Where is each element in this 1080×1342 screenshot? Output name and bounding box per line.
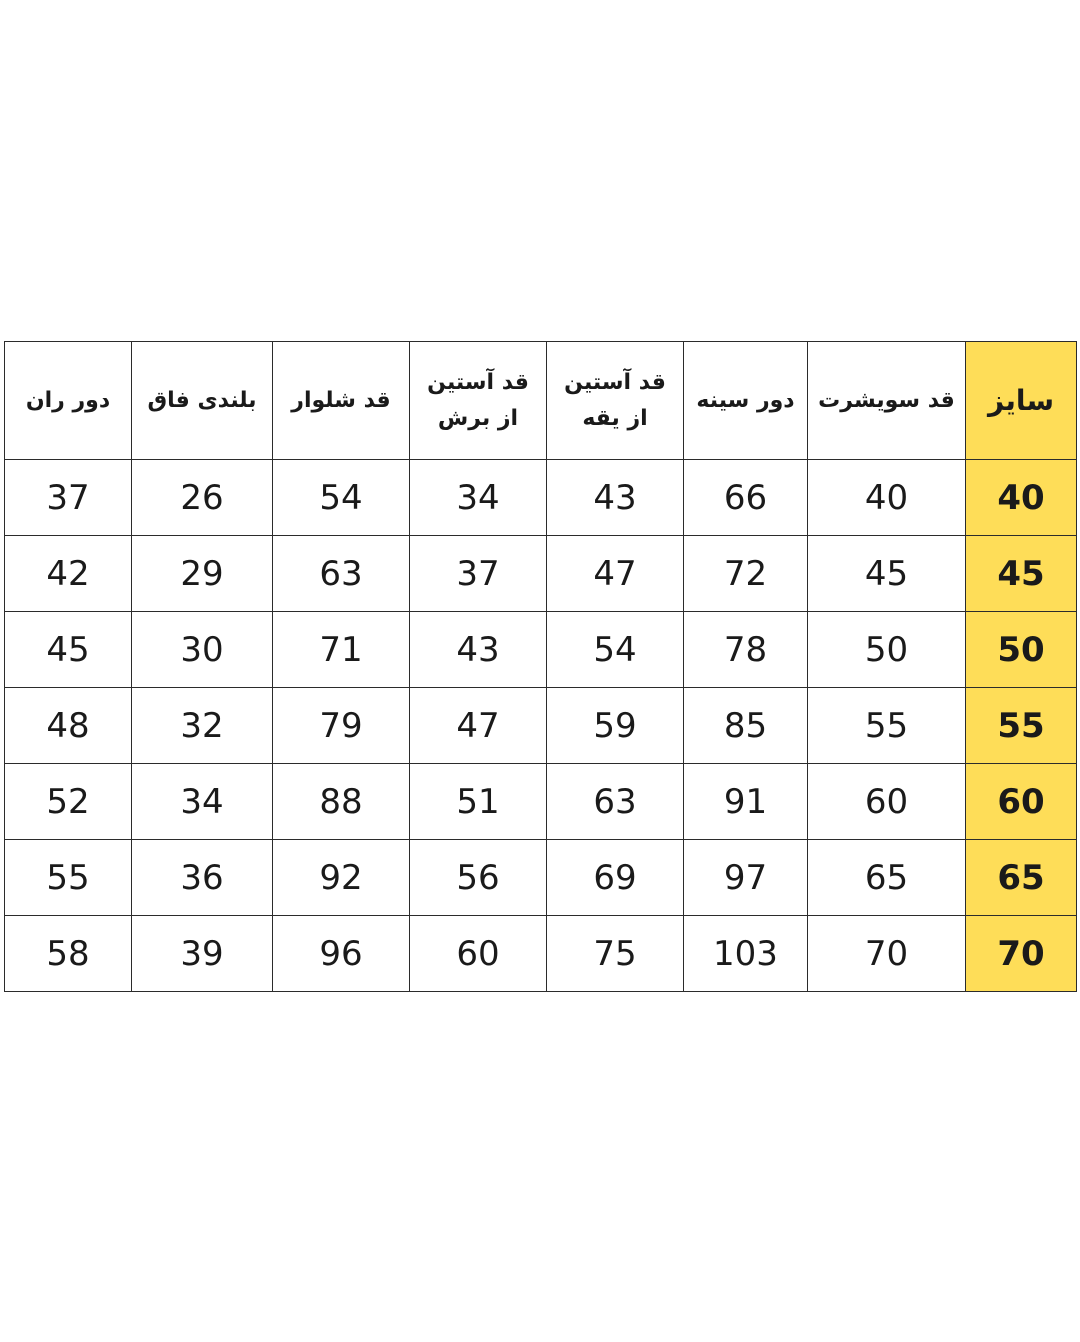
table-row — [5, 916, 1077, 992]
cell-thigh: 52 — [5, 764, 132, 840]
table-row — [5, 688, 1077, 764]
cell-thigh: 55 — [5, 840, 132, 916]
cell-sweatshirt: 40 — [808, 460, 966, 536]
cell-size: 40 — [966, 460, 1077, 536]
cell-size: 50 — [966, 612, 1077, 688]
header-sleeve-from-collar-line1: قد آستین — [564, 369, 666, 395]
cell-sweatshirt: 55 — [808, 688, 966, 764]
cell-pants: 79 — [273, 688, 410, 764]
cell-sweatshirt: 60 — [808, 764, 966, 840]
header-size: سایز — [966, 342, 1077, 460]
cell-sleeve-collar: 54 — [547, 612, 684, 688]
cell-size: 60 — [966, 764, 1077, 840]
cell-sweatshirt: 45 — [808, 536, 966, 612]
cell-pants: 71 — [273, 612, 410, 688]
cell-size: 65 — [966, 840, 1077, 916]
cell-size: 55 — [966, 688, 1077, 764]
header-chest: دور سینه — [684, 342, 808, 460]
cell-sleeve-cut: 34 — [410, 460, 547, 536]
header-sweatshirt-length: قد سویشرت — [808, 342, 966, 460]
cell-sleeve-collar: 75 — [547, 916, 684, 992]
header-pants-length: قد شلوار — [273, 342, 410, 460]
cell-sleeve-cut: 37 — [410, 536, 547, 612]
cell-chest: 91 — [684, 764, 808, 840]
cell-sleeve-collar: 69 — [547, 840, 684, 916]
cell-pants: 54 — [273, 460, 410, 536]
cell-sleeve-cut: 60 — [410, 916, 547, 992]
header-sleeve-from-cut-line1: قد آستین — [427, 369, 529, 395]
table-row — [5, 536, 1077, 612]
cell-pants: 63 — [273, 536, 410, 612]
cell-sleeve-collar: 47 — [547, 536, 684, 612]
header-sleeve-from-cut — [410, 342, 547, 460]
cell-size: 70 — [966, 916, 1077, 992]
cell-crotch: 32 — [132, 688, 273, 764]
cell-crotch: 29 — [132, 536, 273, 612]
header-sleeve-from-collar-line2: از یقه — [582, 405, 648, 431]
cell-chest: 72 — [684, 536, 808, 612]
cell-thigh: 45 — [5, 612, 132, 688]
cell-crotch: 36 — [132, 840, 273, 916]
header-row — [5, 342, 1077, 460]
cell-size: 45 — [966, 536, 1077, 612]
cell-sleeve-cut: 47 — [410, 688, 547, 764]
header-crotch-height: بلندی فاق — [132, 342, 273, 460]
cell-thigh: 37 — [5, 460, 132, 536]
table-row — [5, 612, 1077, 688]
cell-crotch: 34 — [132, 764, 273, 840]
cell-thigh: 58 — [5, 916, 132, 992]
cell-crotch: 39 — [132, 916, 273, 992]
cell-pants: 96 — [273, 916, 410, 992]
table-row — [5, 764, 1077, 840]
cell-sweatshirt: 65 — [808, 840, 966, 916]
cell-thigh: 42 — [5, 536, 132, 612]
header-thigh: دور ران — [5, 342, 132, 460]
header-sleeve-from-cut-line2: از برش — [437, 405, 519, 431]
cell-chest: 97 — [684, 840, 808, 916]
cell-pants: 92 — [273, 840, 410, 916]
cell-chest: 66 — [684, 460, 808, 536]
cell-sleeve-cut: 43 — [410, 612, 547, 688]
cell-sweatshirt: 50 — [808, 612, 966, 688]
cell-sweatshirt: 70 — [808, 916, 966, 992]
cell-sleeve-cut: 56 — [410, 840, 547, 916]
cell-sleeve-collar: 43 — [547, 460, 684, 536]
header-sleeve-from-collar — [547, 342, 684, 460]
size-chart-table — [4, 341, 1077, 992]
cell-chest: 78 — [684, 612, 808, 688]
table-row — [5, 840, 1077, 916]
cell-pants: 88 — [273, 764, 410, 840]
table-row — [5, 460, 1077, 536]
cell-sleeve-cut: 51 — [410, 764, 547, 840]
cell-crotch: 30 — [132, 612, 273, 688]
cell-chest: 85 — [684, 688, 808, 764]
cell-chest: 103 — [684, 916, 808, 992]
cell-sleeve-collar: 63 — [547, 764, 684, 840]
cell-thigh: 48 — [5, 688, 132, 764]
cell-sleeve-collar: 59 — [547, 688, 684, 764]
cell-crotch: 26 — [132, 460, 273, 536]
